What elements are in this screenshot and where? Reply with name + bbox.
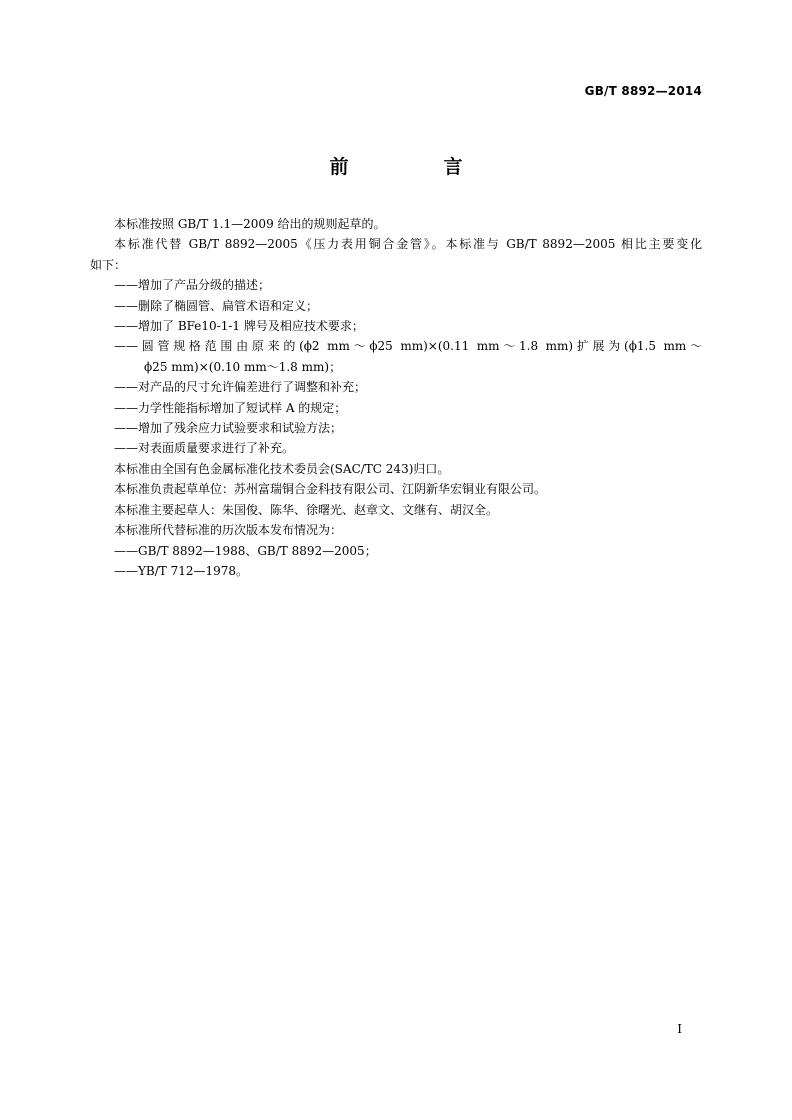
page-title: 前 言 [329, 156, 501, 178]
paragraph-history-intro: 本标准所代替标准的历次版本发布情况为： [114, 523, 343, 538]
paragraph-committee: 本标准由全国有色金属标准化技术委员会(SAC/TC 243)归口。 [114, 461, 450, 476]
list-item-change-continued: ϕ25 mm)×(0.10 mm～1.8 mm)； [144, 359, 342, 374]
paragraph-drafters: 本标准主要起草人：朱国俊、陈华、徐曙光、赵章文、文继有、胡汉全。 [114, 502, 499, 517]
list-item-history: ——GB/T 8892—1988、GB/T 8892—2005； [114, 543, 377, 558]
list-item-change: ——力学性能指标增加了短试样 A 的规定； [114, 400, 347, 415]
standard-code: GB/T 8892—2014 [584, 84, 702, 98]
list-item-change: ——圆管规格范围由原来的(ϕ2 mm～ϕ25 mm)×(0.11 mm～1.8 mm)扩展为(ϕ1.5 mm～ [114, 339, 702, 354]
list-item-change: ——对表面质量要求进行了补充。 [114, 441, 295, 456]
list-item-change: ——增加了残余应力试验要求和试验方法； [114, 421, 343, 436]
foreword-body [90, 214, 702, 581]
paragraph-replaces-continued: 如下： [90, 257, 127, 272]
paragraph-drafting-units: 本标准负责起草单位：苏州富瑞铜合金科技有限公司、江阴新华宏铜业有限公司。 [114, 482, 547, 497]
list-item-change: ——对产品的尺寸允许偏差进行了调整和补充； [114, 380, 367, 395]
list-item-history: ——YB/T 712—1978。 [114, 563, 249, 578]
paragraph-drafting-rules: 本标准按照 GB/T 1.1—2009 给出的规则起草的。 [114, 217, 386, 231]
paragraph-replaces: 本标准代替 GB/T 8892—2005《压力表用铜合金管》。本标准与 GB/T 8892—2005 相比主要变化 [114, 237, 702, 252]
list-item-change: ——增加了 BFe10-1-1 牌号及相应技术要求； [114, 319, 364, 334]
page-number: I [677, 1022, 682, 1036]
list-item-change: ——增加了产品分级的描述； [114, 278, 271, 293]
list-item-change: ——删除了椭圆管、扁管术语和定义； [114, 298, 319, 313]
